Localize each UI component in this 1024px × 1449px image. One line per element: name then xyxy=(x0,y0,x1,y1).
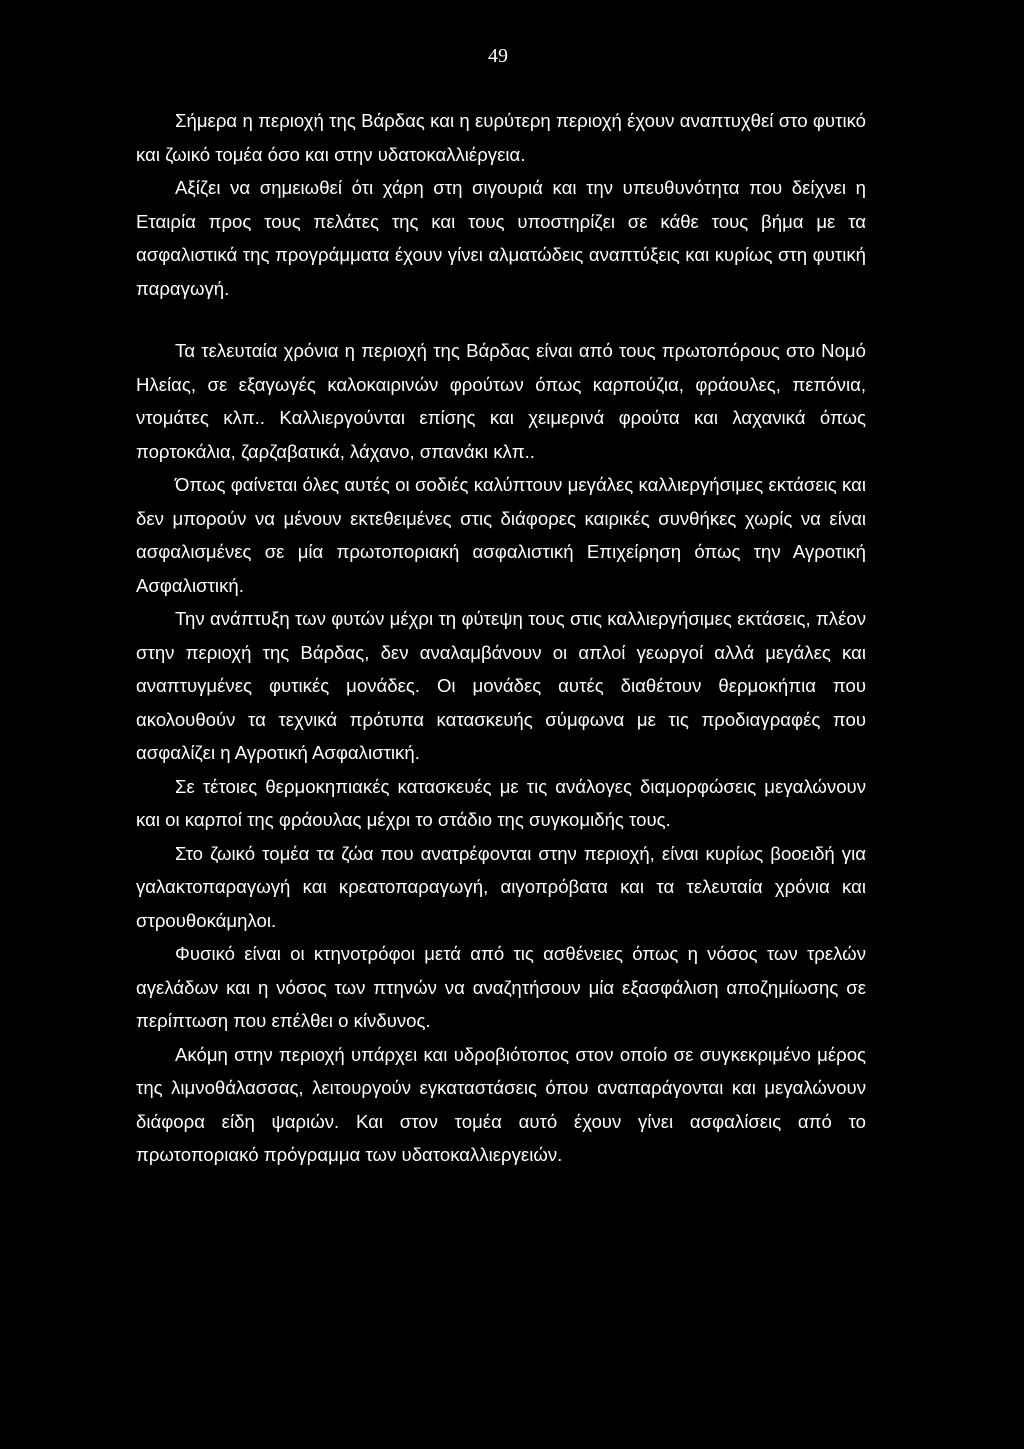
paragraph: Όπως φαίνεται όλες αυτές οι σοδιές καλύπτουν μεγάλες καλλιεργήσιμες εκτάσεις και δεν μπορούν να μένουν εκτεθειμένες στις διάφορες καιρικές συνθήκες χωρίς να είναι ασφαλισμένες σε μία πρωτοποριακή ασφαλιστική Επιχείρηση όπως την Αγροτική Ασφαλιστική. xyxy=(136,474,866,596)
paragraph: Αξίζει να σημειωθεί ότι χάρη στη σιγουριά και την υπευθυνότητα που δείχνει η Εταιρία προς τους πελάτες της και τους υποστηρίζει σε κάθε τους βήμα με τα ασφαλιστικά της προγράμματα έχουν γίνει αλματώδεις αναπτύξεις και κυρίως στη φυτική παραγωγή. xyxy=(136,177,866,299)
paragraph: Ακόμη στην περιοχή υπάρχει και υδροβιότοπος στον οποίο σε συγκεκριμένο μέρος της λιμνοθάλασσας, λειτουργούν εγκαταστάσεις όπου αναπαράγονται και μεγαλώνουν διάφορα είδη ψαριών. Και στον τομέα αυτό έχουν γίνει ασφαλίσεις από το πρωτοποριακό πρόγραμμα των υδατοκαλλιεργειών. xyxy=(136,1043,866,1165)
body-text xyxy=(136,104,866,1172)
paragraph: Σε τέτοιες θερμοκηπιακές κατασκευές με τις ανάλογες διαμορφώσεις μεγαλώνουν και οι καρποί της φράουλας μέχρι το στάδιο της συγκομιδής τους. xyxy=(136,775,866,830)
paragraph: Την ανάπτυξη των φυτών μέχρι τη φύτεψη τους στις καλλιεργήσιμες εκτάσεις, πλέον στην περιοχή της Βάρδας, δεν αναλαμβάνουν οι απλοί γεωργοί αλλά μεγάλες και αναπτυγμένες φυτικές μονάδες. Οι μονάδες αυτές διαθέτουν θερμοκήπια που ακολουθούν τα τεχνικά πρότυπα κατασκευής σύμφωνα με τις προδιαγραφές που ασφαλίζει η Αγροτική Ασφαλιστική. xyxy=(136,608,866,763)
paragraph: Στο ζωικό τομέα τα ζώα που ανατρέφονται στην περιοχή, είναι κυρίως βοοειδή για γαλακτοπαραγωγή και κρεατοπαραγωγή, αιγοπρόβατα και τα τελευταία χρόνια και στρουθοκάμηλοι. xyxy=(136,842,866,931)
paragraph: Φυσικό είναι οι κτηνοτρόφοι μετά από τις ασθένειες όπως η νόσος των τρελών αγελάδων και η νόσος των πτηνών να αναζητήσουν μία εξασφάλιση αποζημίωσης σε περίπτωση που επέλθει ο κίνδυνος. xyxy=(136,943,866,1031)
paragraph: Τα τελευταία χρόνια η περιοχή της Βάρδας είναι από τους πρωτοπόρους στο Νομό Ηλείας, σε εξαγωγές καλοκαιρινών φρούτων όπως καρπούζια, φράουλες, πεπόνια, ντομάτες κλπ.. Καλλιεργούνται επίσης και χειμερινά φρούτα και λαχανικά όπως πορτοκάλια, ζαρζαβατικά, λάχανο, σπανάκι κλπ.. xyxy=(136,340,866,462)
paragraph: Σήμερα η περιοχή της Βάρδας και η ευρύτερη περιοχή έχουν αναπτυχθεί στο φυτικό και ζωικό τομέα όσο και στην υδατοκαλλιέργεια. xyxy=(136,110,866,165)
page-number: 49 xyxy=(488,45,508,67)
